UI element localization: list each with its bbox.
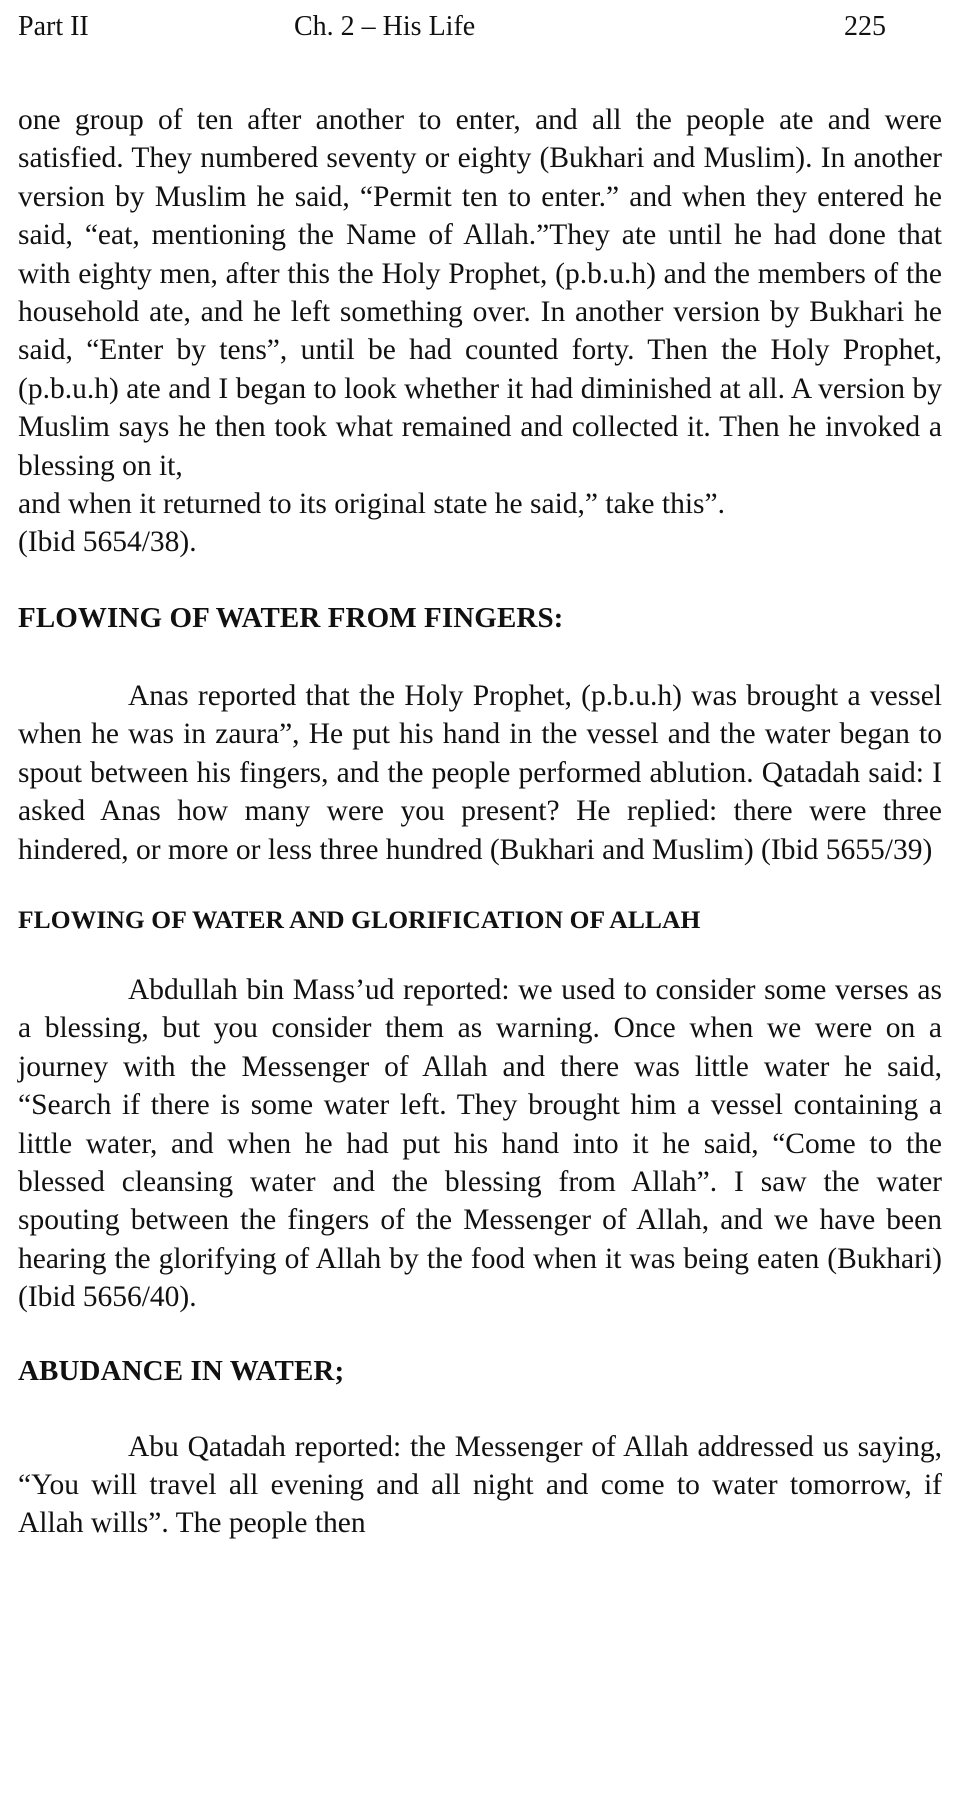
- running-header: [18, 0, 942, 44]
- body-paragraph-continued: one group of ten after another to enter, and all the people ate and were satisfied. They numbered seventy or eighty (Bukhari and Muslim). In another version by Muslim he said, “Permit ten to enter.” and when they entered he said, “eat, mentioning the Name of Allah.”They ate until he had done that with eighty men, after this the Holy Prophet, (p.b.u.h) and the members of the household ate, and he left something over. In another version by Bukhari he said, “Enter by tens”, until be had counted forty. Then the Holy Prophet, (p.b.u.h) ate and I began to look whether it had diminished at all. A version by Muslim says he then took what remained and collected it. Then he invoked a blessing on it,: [18, 104, 942, 482]
- body-paragraph: Anas reported that the Holy Prophet, (p.b.u.h) was brought a vessel when he was in zaura”, He put his hand in the vessel and the water began to spout between his fingers, and the people performed ablution. Qatadah said: I asked Anas how many were you present? He replied: there were three hindered, or more or less three hundred (Bukhari and Muslim) (Ibid 5655/39): [18, 679, 942, 866]
- section-heading: FLOWING OF WATER AND GLORIFICATION OF ALLAH: [18, 904, 701, 934]
- body-paragraph: Abu Qatadah reported: the Messenger of Allah addressed us saying, “You will travel all evening and all night and come to water tomorrow, if Allah wills”. The people then: [18, 1430, 942, 1540]
- section-heading: FLOWING OF WATER FROM FINGERS:: [18, 601, 564, 634]
- section-heading: ABUDANCE IN WATER;: [18, 1354, 345, 1387]
- page-number: 225: [844, 11, 886, 42]
- body-paragraph: Abdullah bin Mass’ud reported: we used to consider some verses as a blessing, but you consider them as warning. Once when we were on a journey with the Messenger of Allah and there was little water he said, “Search if there is some water left. They brought him a vessel containing a little water, and when he had put his hand into it he said, “Come to the blessed cleansing water and the blessing from Allah”. I saw the water spouting between the fingers of the Messenger of Allah, and we have been hearing the glorifying of Allah by the food when it was being eaten (Bukhari) (Ibid 5656/40).: [18, 973, 942, 1314]
- document-page: [18, 0, 942, 1543]
- body-paragraph-last-line: and when it returned to its original state he said,” take this”.: [18, 488, 725, 521]
- part-label: Part II: [18, 11, 89, 42]
- reference-citation: (Ibid 5654/38).: [18, 526, 197, 559]
- chapter-title: Ch. 2 – His Life: [294, 11, 476, 42]
